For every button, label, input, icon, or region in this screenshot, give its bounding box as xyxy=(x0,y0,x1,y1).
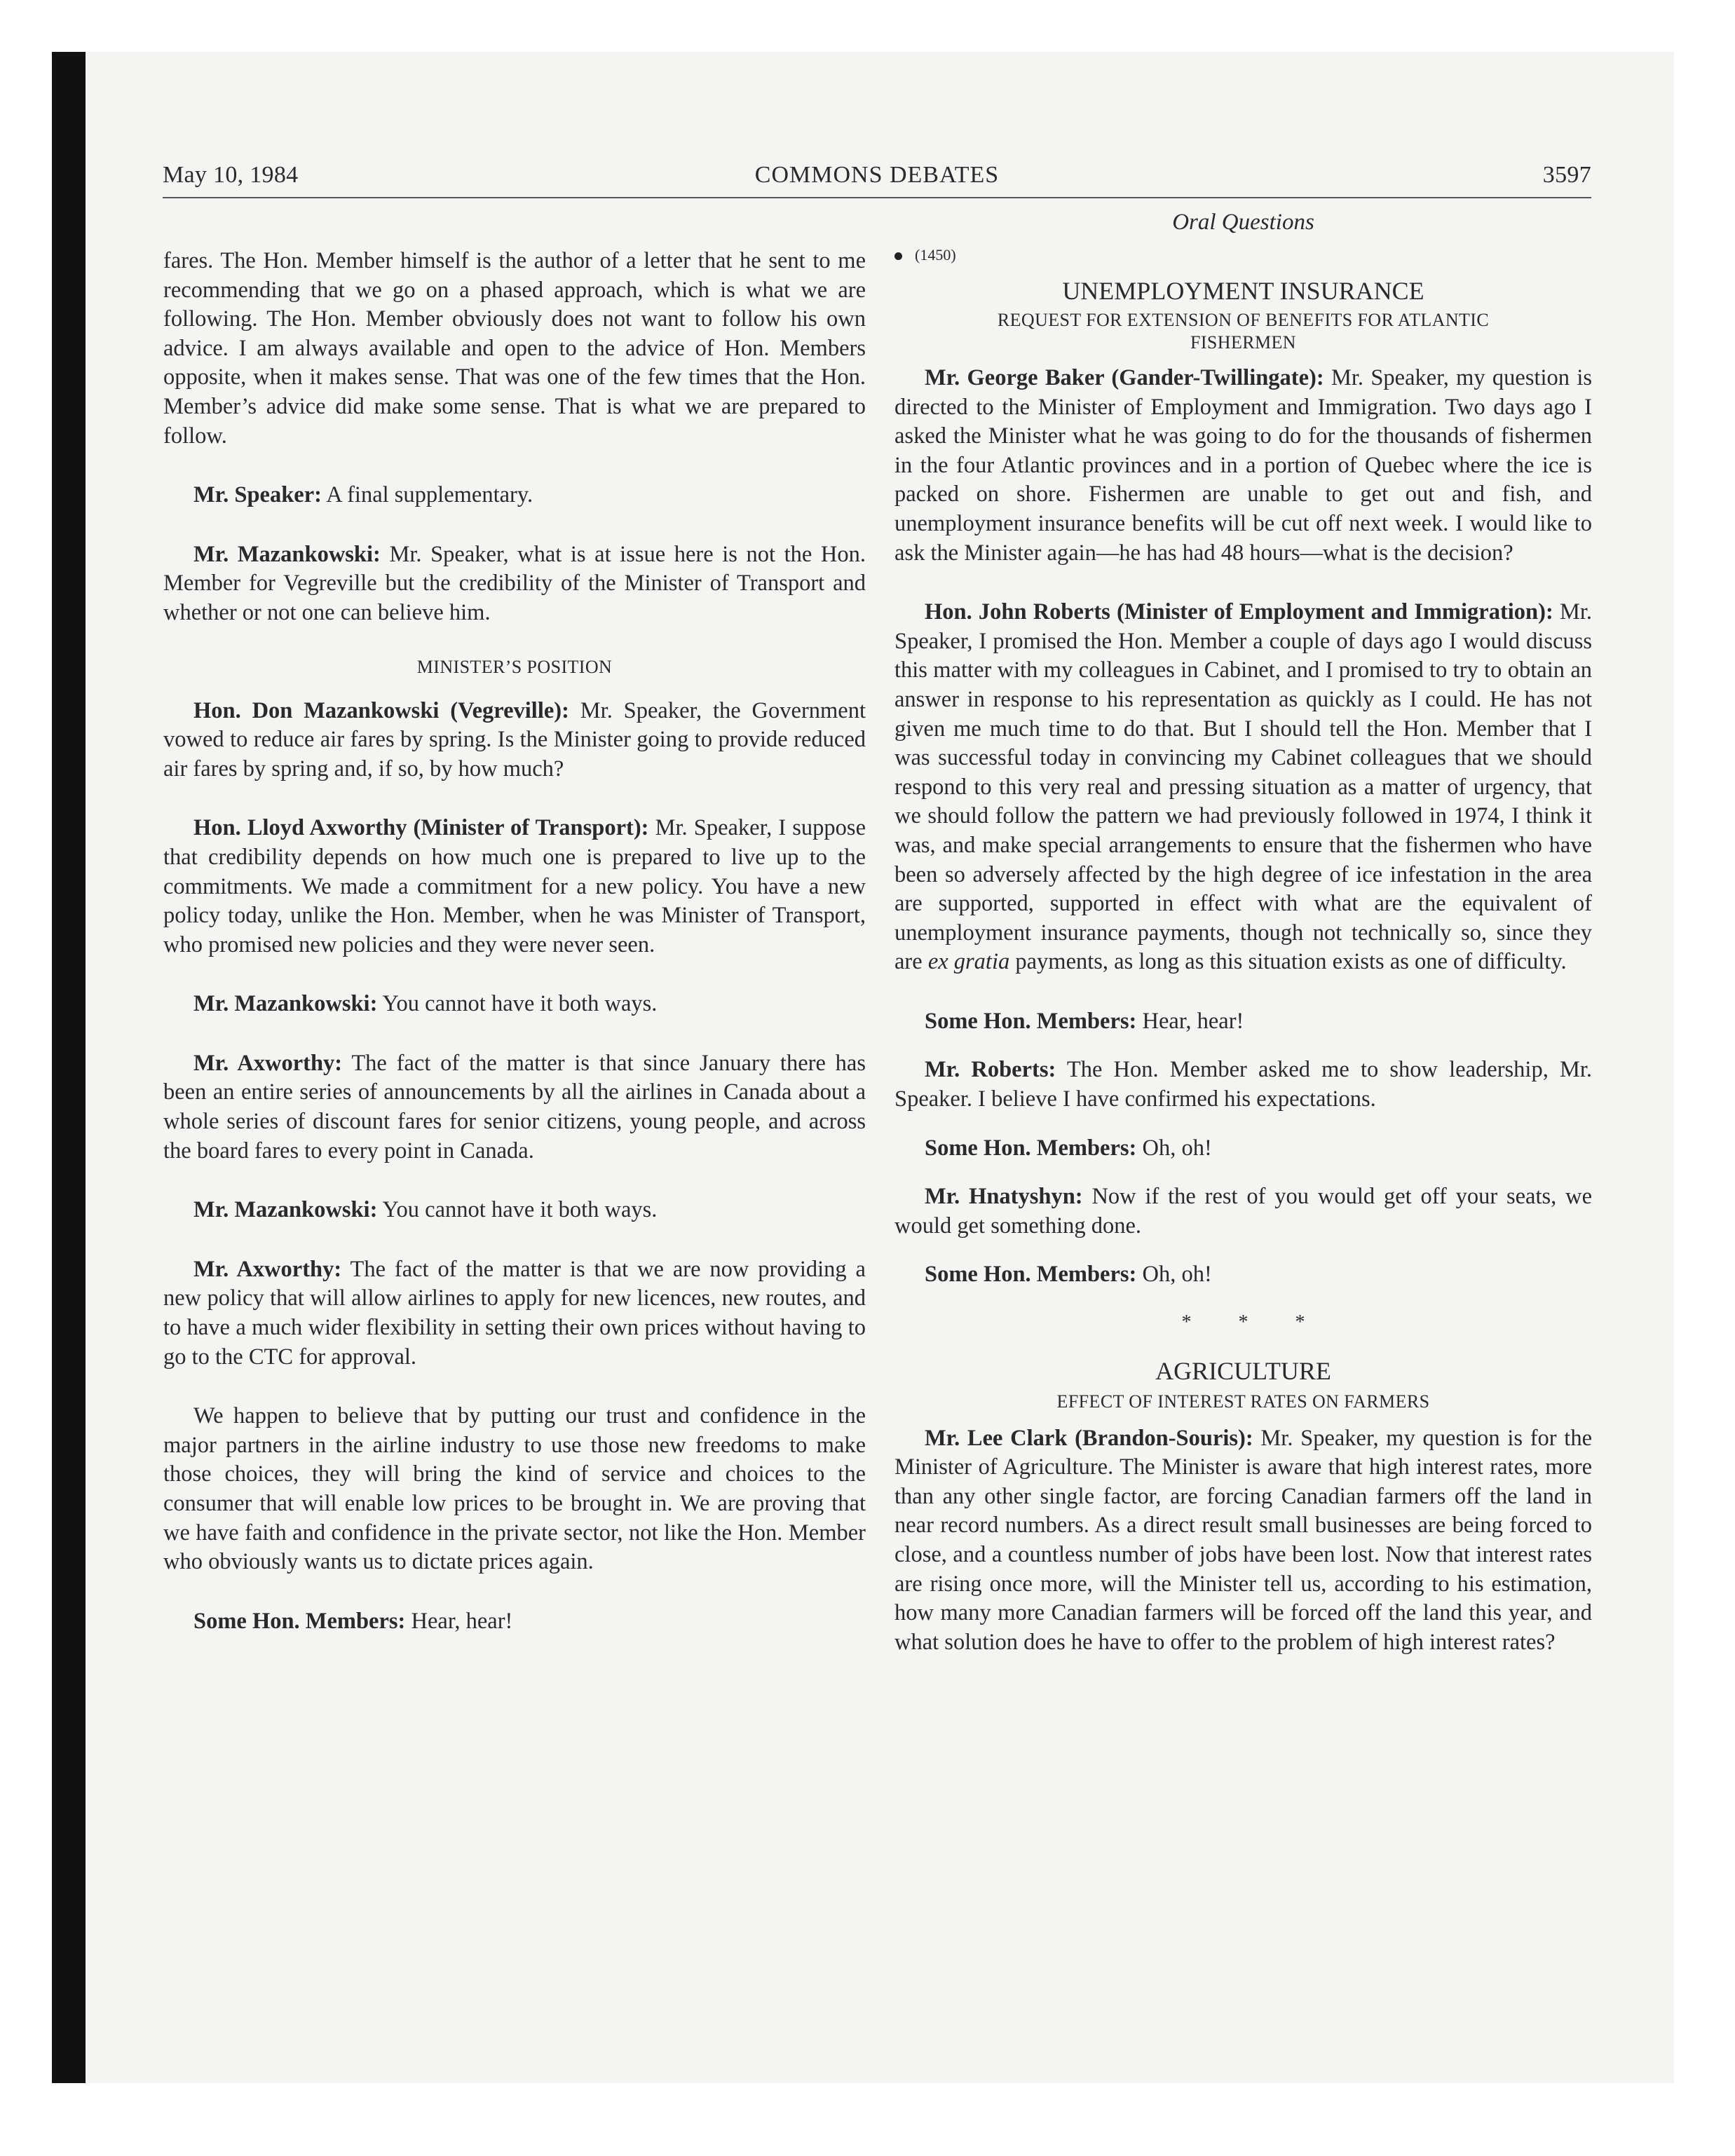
speaker-name: Hon. John Roberts (Minister of Employment and Immigration): xyxy=(925,599,1553,625)
right-paragraph-4 xyxy=(894,1056,1592,1114)
timestamp-text: (1450) xyxy=(915,246,956,264)
left-paragraph-7 xyxy=(163,1049,866,1166)
left-paragraph-2 xyxy=(163,481,866,510)
speech-text: Oh, oh! xyxy=(1136,1135,1212,1161)
speech-text: Hear, hear! xyxy=(405,1608,513,1634)
speaker-name: Mr. Mazankowski: xyxy=(193,541,381,567)
right-paragraph-7 xyxy=(894,1260,1592,1290)
left-paragraph-1: fares. The Hon. Member himself is the author of a letter that he sent to me recommending that we go on a phased approach, which is what we are following. The Hon. Member obviously does not want to follow his own advice. I am always available and open to the advice of Hon. Members opposite, when it makes sense. That was one of the few times that the Hon. Member’s advice did make some sense. That is what we are prepared to follow. xyxy=(163,248,866,449)
speech-text: Mr. Speaker, the Government vowed to reduce air fares by spring. Is the Minister going to provide reduced air fares by spring and, if so, by how much? xyxy=(163,697,866,782)
speaker-name: Some Hon. Members: xyxy=(925,1262,1137,1288)
speaker-name: Some Hon. Members: xyxy=(193,1608,406,1634)
speech-text: A final supplementary. xyxy=(321,482,533,508)
subhead-interest-rates-farmers: EFFECT OF INTEREST RATES ON FARMERS xyxy=(1056,1391,1430,1412)
section-separator: * * * xyxy=(1181,1311,1326,1334)
heading-agriculture: AGRICULTURE xyxy=(1155,1356,1331,1385)
left-paragraph-8 xyxy=(163,1196,866,1225)
speaker-name: Mr. Hnatyshyn: xyxy=(925,1184,1083,1210)
speaker-name: Some Hon. Members: xyxy=(925,1135,1137,1161)
right-paragraph-8 xyxy=(894,1424,1592,1658)
left-paragraph-6 xyxy=(163,990,866,1019)
right-column xyxy=(894,210,1592,1657)
header-date: May 10, 1984 xyxy=(163,162,299,188)
right-paragraph-5 xyxy=(894,1134,1592,1164)
left-paragraph-5 xyxy=(163,814,866,960)
left-paragraph-9 xyxy=(163,1255,866,1372)
left-column xyxy=(163,210,866,1636)
right-paragraph-2 xyxy=(894,598,1592,977)
timestamp xyxy=(894,245,1592,266)
speaker-name: Mr. Axworthy: xyxy=(193,1256,342,1282)
header-title: COMMONS DEBATES xyxy=(754,162,1000,188)
speaker-name: Mr. Lee Clark (Brandon-Souris): xyxy=(925,1425,1253,1451)
speaker-name: Mr. George Baker (Gander-Twillingate): xyxy=(925,365,1324,390)
speaker-name: Mr. Mazankowski: xyxy=(193,1197,378,1223)
speaker-name: Hon. Lloyd Axworthy (Minister of Transport): xyxy=(193,815,649,841)
bullet-dot-icon xyxy=(894,252,902,260)
left-paragraph-11 xyxy=(163,1607,866,1637)
speech-text: The Hon. Member asked me to show leadership, Mr. Speaker. I believe I have confirmed his expectations. xyxy=(894,1057,1593,1112)
page-header xyxy=(163,162,1591,198)
speaker-name: Mr. Speaker: xyxy=(193,482,322,508)
speech-text: The fact of the matter is that we are now providing a new policy that will allow airlines to apply for new licences, new routes, and to have a much wider flexibility in setting their own prices without having to go to the CTC for approval. xyxy=(163,1256,866,1370)
speech-text: Mr. Speaker, I suppose that credibility depends on how much one is prepared to live up to the commitments. We made a commitment for a new policy. You have a new policy today, unlike the Hon. Member, when he was Minister of Transport, who promised new policies and they were never seen. xyxy=(163,815,866,957)
speaker-name: Mr. Axworthy: xyxy=(193,1050,343,1076)
speech-text: Mr. Speaker, what is at issue here is not the Hon. Member for Vegreville but the credibility of the Minister of Transport and whether or not one can believe him. xyxy=(163,541,866,625)
speech-text: Now if the rest of you would get off your seats, we would get something done. xyxy=(894,1184,1593,1239)
speech-text: You cannot have it both ways. xyxy=(377,991,658,1017)
speech-text: You cannot have it both ways. xyxy=(377,1197,658,1223)
left-paragraph-3 xyxy=(163,540,866,628)
speaker-name: Mr. Mazankowski: xyxy=(193,991,378,1017)
right-paragraph-1 xyxy=(894,364,1592,568)
subhead-atlantic-fishermen: REQUEST FOR EXTENSION OF BENEFITS FOR ATLANTIC FISHERMEN xyxy=(997,310,1490,353)
speech-text: Hear, hear! xyxy=(1136,1008,1244,1034)
speech-text: Oh, oh! xyxy=(1136,1262,1212,1288)
latin-phrase: ex gratia xyxy=(927,949,1010,975)
header-page-number: 3597 xyxy=(1542,162,1591,188)
speech-text: payments, as long as this situation exists as one of difficulty. xyxy=(1009,949,1567,975)
left-paragraph-10: We happen to believe that by putting our trust and confidence in the major partners in the airline industry to use those new freedoms to make those choices, they will bring the kind of service and choices to the consumer that will enable low prices to be brought in. We are proving that we have faith and confidence in the private sector, not like the Hon. Member who obviously wants us to dictate prices again. xyxy=(163,1403,866,1575)
speech-text: Mr. Speaker, my question is directed to the Minister of Employment and Immigration. Two days ago I asked the Minister what he was going to do for the thousands of fishermen in the four Atlantic provinces and in a portion of Quebec where the ice is packed on shore. Fishermen are unable to get out and fish, and unemployment insurance benefits will be cut off next week. I would like to ask the Minister again—he has had 48 hours—what is the decision? xyxy=(894,365,1592,566)
heading-unemployment-insurance: UNEMPLOYMENT INSURANCE xyxy=(1062,277,1424,305)
right-paragraph-3 xyxy=(894,1007,1592,1037)
section-label: Oral Questions xyxy=(1172,210,1314,235)
speech-text: Mr. Speaker, I promised the Hon. Member a couple of days ago I would discuss this matter with my colleagues in Cabinet, and I promised to try to obtain an answer in response to his representation as quickly as I could. He has not given me much time to do that. But I should tell the Hon. Member that I was successful today in convincing my Cabinet colleagues that we should respond to this very real and pressing situation as a matter of urgency, that we should follow the pattern we had previously followed in 1974, I think it was, and make special arrangements to ensure that the fishermen who have been so adversely affected by the high degree of ice infestation in the area are supported, supported in effect with what are the equivalent of unemployment insurance payments, though not technically so, since they are xyxy=(894,599,1592,975)
scan-edge-bar xyxy=(52,52,86,2083)
left-paragraph-4 xyxy=(163,697,866,784)
speech-text: The fact of the matter is that since January there has been an entire series of announcements by all the airlines in Canada about a whole series of discount fares for senior citizens, young people, and across the board fares to every point in Canada. xyxy=(163,1050,866,1164)
speech-text: Mr. Speaker, my question is for the Minister of Agriculture. The Minister is aware that high interest rates, more than any other single factor, are forcing Canadian farmers off the land in near record numbers. As a direct result small businesses are being forced to close, and a countless number of jobs have been lost. Now that interest rates are rising once more, will the Minister tell us, according to his estimation, how many more Canadian farmers will be forced off the land this year, and what solution does he have to offer to the problem of high interest rates? xyxy=(894,1425,1592,1655)
right-paragraph-6 xyxy=(894,1182,1592,1241)
speaker-name: Some Hon. Members: xyxy=(925,1008,1137,1034)
speaker-name: Mr. Roberts: xyxy=(925,1057,1056,1083)
left-subhead-ministers-position: MINISTER’S POSITION xyxy=(416,656,613,677)
speaker-name: Hon. Don Mazankowski (Vegreville): xyxy=(193,697,569,723)
